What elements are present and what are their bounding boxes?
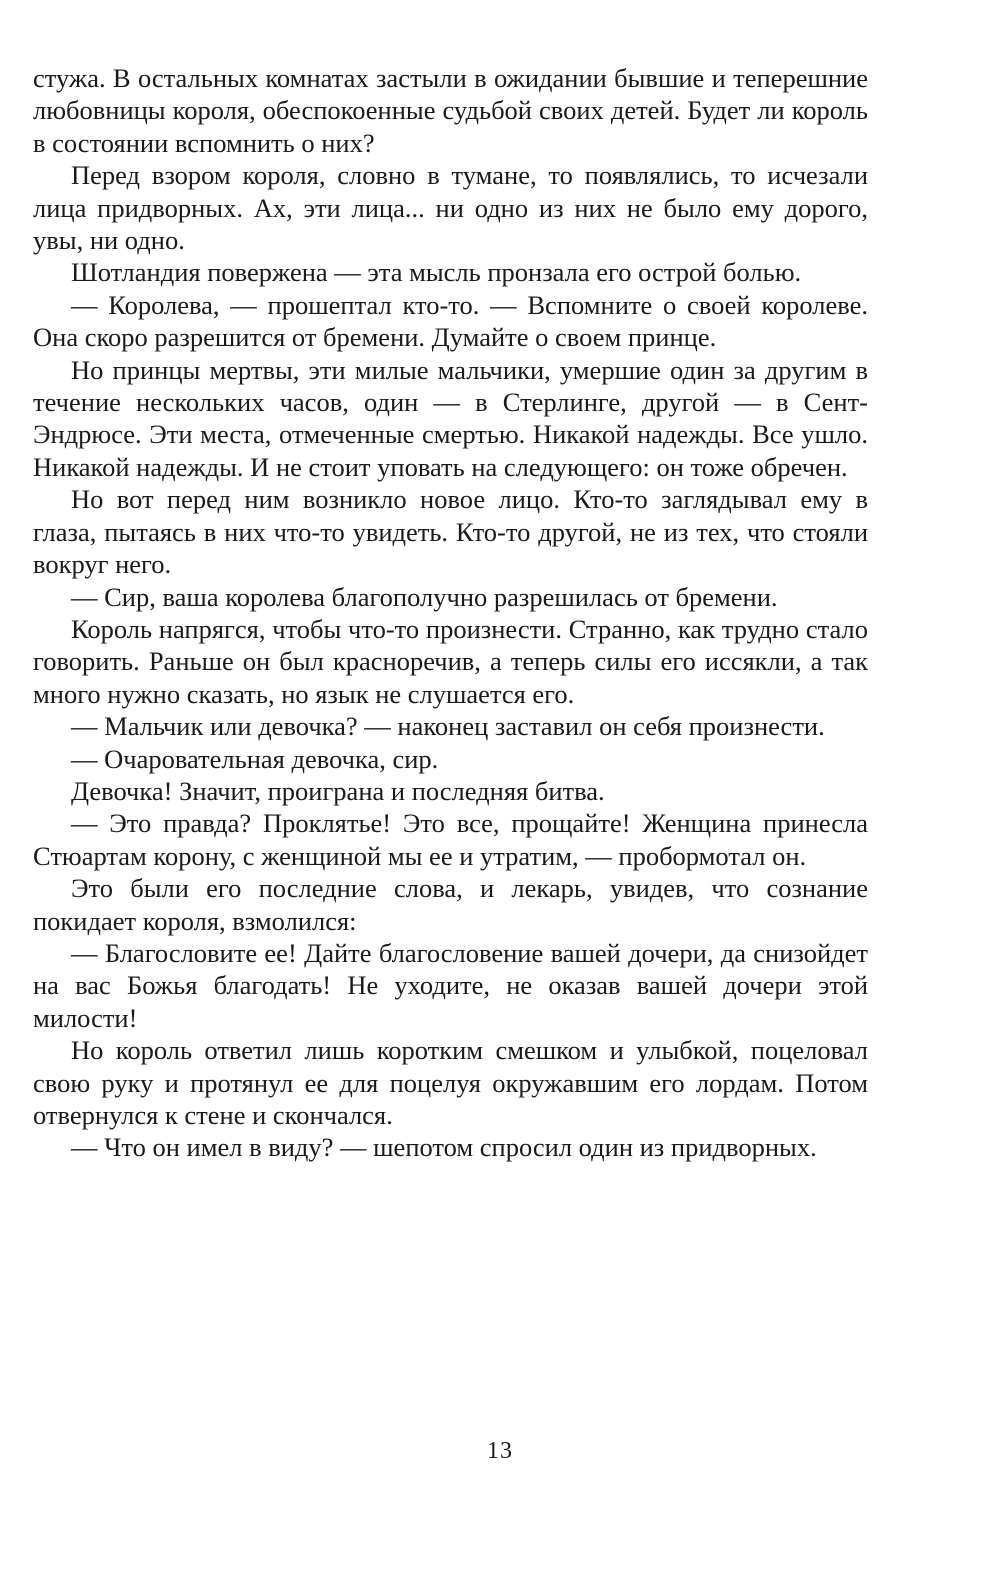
paragraph: — Сир, ваша королева благополучно разрешилась от бремени. — [71, 581, 778, 612]
paragraph: Но принцы мертвы, эти милые мальчики, умершие один за другим в течение нескольких часов, один — в Стерлинге, другой — в Сент-Эндрюсе. Эти места, отмеченные смертью. Никакой надежды. Все ушло. Никакой надежды. И не стоит уповать на следующего: он тоже обречен. — [33, 354, 868, 482]
paragraph: — Это правда? Проклятье! Это все, прощайте! Женщина принесла Стюартам корону, с женщиной мы ее и утратим, — пробормотал он. — [33, 808, 868, 871]
paragraph: Но вот перед ним возникло новое лицо. Кто-то заглядывал ему в глаза, пытаясь в них что-то увидеть. Кто-то другой, не из тех, что стояли вокруг него. — [33, 484, 868, 580]
paragraph: Но король ответил лишь коротким смешком и улыбкой, поцеловал свою руку и протянул ее для поцелуя окружавшим его лордам. Потом отвернулся к стене и скончался. — [33, 1035, 868, 1130]
page-number: 13 — [487, 1438, 513, 1464]
paragraph: — Что он имел в виду? — шепотом спросил один из придворных. — [71, 1132, 817, 1163]
body-text — [33, 62, 868, 1164]
paragraph: Король напрягся, чтобы что-то произнести. Странно, как трудно стало говорить. Раньше он был красноречив, а теперь силы его иссякли, а так много нужно сказать, но язык не слушается его. — [33, 613, 868, 709]
paragraph: Шотландия повержена — эта мысль пронзала его острой болью. — [71, 257, 802, 288]
paragraph: Девочка! Значит, проиграна и последняя битва. — [71, 775, 605, 806]
paragraph: — Очаровательная девочка, сир. — [71, 743, 439, 774]
paragraph: стужа. В остальных комнатах застыли в ожидании бывшие и теперешние любовницы короля, обеспокоенные судьбой своих детей. Будет ли король в состоянии вспомнить о них? — [33, 63, 868, 158]
paragraph: — Королева, — прошептал кто-то. — Вспомните о своей королеве. Она скоро разрешится от бремени. Думайте о своем принце. — [33, 289, 868, 353]
paragraph: — Мальчик или девочка? — наконец заставил он себя произнести. — [71, 711, 825, 742]
paragraph: Перед взором короля, словно в тумане, то появлялись, то исчезали лица придворных. Ах, эти лица... ни одно из них не было ему дорого, увы, ни одно. — [33, 160, 868, 256]
paragraph: — Благословите ее! Дайте благословение вашей дочери, да снизойдет на вас Божья благодать! Не уходите, не оказав вашей дочери этой милости! — [33, 937, 868, 1033]
paragraph: Это были его последние слова, и лекарь, увидев, что сознание покидает короля, взмолился: — [33, 873, 868, 936]
